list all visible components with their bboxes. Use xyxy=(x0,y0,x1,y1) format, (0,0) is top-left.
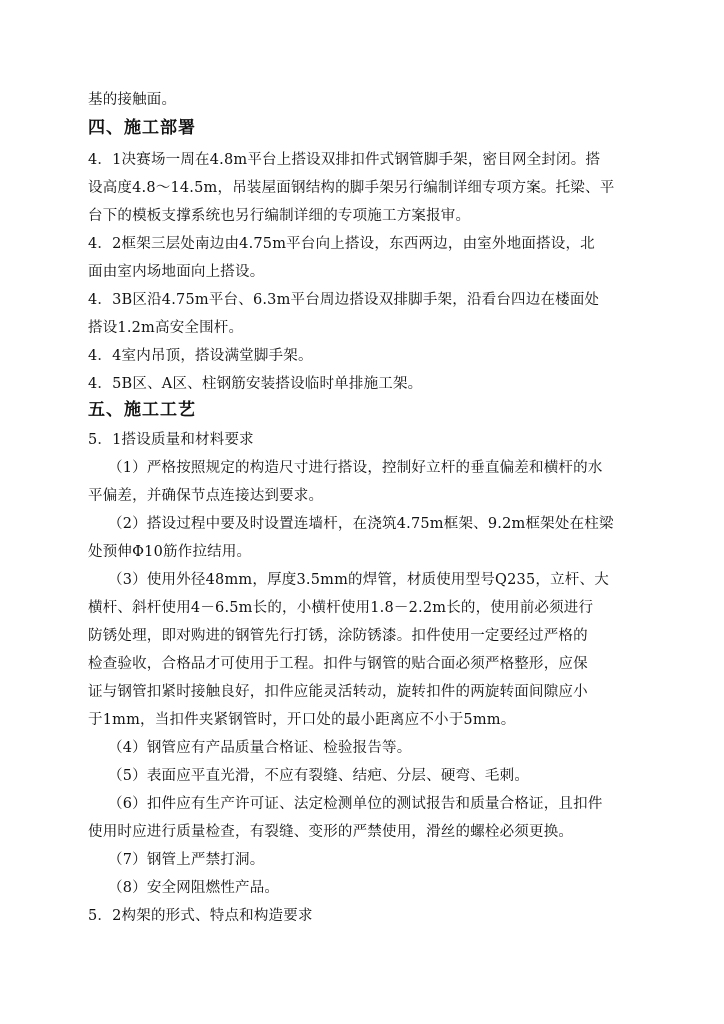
text-line: 4．1决赛场一周在4.8m平台上搭设双排扣件式钢管脚手架，密目网全封闭。搭 xyxy=(88,152,601,168)
text-line: （2）搭设过程中要及时设置连墙杆，在浇筑4.75m框架、9.2m框架处在柱梁 xyxy=(108,516,614,532)
text-line: 基的接触面。 xyxy=(88,92,177,108)
text-line: （4）钢管应有产品质量合格证、检验报告等。 xyxy=(108,740,412,756)
text-line: （3）使用外径48mm，厚度3.5mm的焊管，材质使用型号Q235，立杆、大 xyxy=(108,572,609,588)
text-line: 处预伸Φ10筋作拉结用。 xyxy=(88,544,252,560)
text-line: 4．4室内吊顶，搭设满堂脚手架。 xyxy=(88,348,313,364)
text-line: 横杆、斜杆使用4－6.5m长的，小横杆使用1.8－2.2m长的，使用前必须进行 xyxy=(88,600,594,616)
section-heading: 五、施工工艺 xyxy=(88,400,196,420)
text-line: （7）钢管上严禁打洞。 xyxy=(108,852,265,868)
text-line: （8）安全网阻燃性产品。 xyxy=(108,880,280,896)
text-line: （1）严格按照规定的构造尺寸进行搭设，控制好立杆的垂直偏差和横杆的水 xyxy=(108,460,603,476)
text-line: 证与钢管扣紧时接触良好，扣件应能灵活转动，旋转扣件的两旋转面间隙应小 xyxy=(88,684,588,700)
text-line: 4．5B区、A区、柱钢筋安装搭设临时单排施工架。 xyxy=(88,376,423,392)
subsection-heading: 5．2构架的形式、特点和构造要求 xyxy=(88,908,313,924)
text-line: 搭设1.2m高安全围杆。 xyxy=(88,320,244,336)
text-line: 使用时应进行质量检查，有裂缝、变形的严禁使用，滑丝的螺栓必须更换。 xyxy=(88,824,574,840)
text-line: （6）扣件应有生产许可证、法定检测单位的测试报告和质量合格证，且扣件 xyxy=(108,796,603,812)
text-line: 设高度4.8～14.5m，吊装屋面钢结构的脚手架另行编制详细专项方案。托梁、平 xyxy=(88,180,615,196)
text-line: 防锈处理，即对购进的钢管先行打锈，涂防锈漆。扣件使用一定要经过严格的 xyxy=(88,628,588,644)
text-line: （5）表面应平直光滑，不应有裂缝、结疤、分层、硬弯、毛刺。 xyxy=(108,768,530,784)
text-line: 检查验收，合格品才可使用于工程。扣件与钢管的贴合面必须严格整形，应保 xyxy=(88,656,588,672)
text-line: 面由室内场地面向上搭设。 xyxy=(88,264,265,280)
text-line: 4．3B区沿4.75m平台、6.3m平台周边搭设双排脚手架，沿看台四边在楼面处 xyxy=(88,292,600,308)
section-heading: 四、施工部署 xyxy=(88,118,196,138)
subsection-heading: 5．1搭设质量和材料要求 xyxy=(88,432,254,448)
text-line: 4．2框架三层处南边由4.75m平台向上搭设，东西两边，由室外地面搭设，北 xyxy=(88,236,595,252)
text-line: 于1mm，当扣件夹紧钢管时，开口处的最小距离应不小于5mm。 xyxy=(88,712,516,728)
text-line: 平偏差，并确保节点连接达到要求。 xyxy=(88,488,324,504)
text-line: 台下的模板支撑系统也另行编制详细的专项施工方案报审。 xyxy=(88,208,471,224)
